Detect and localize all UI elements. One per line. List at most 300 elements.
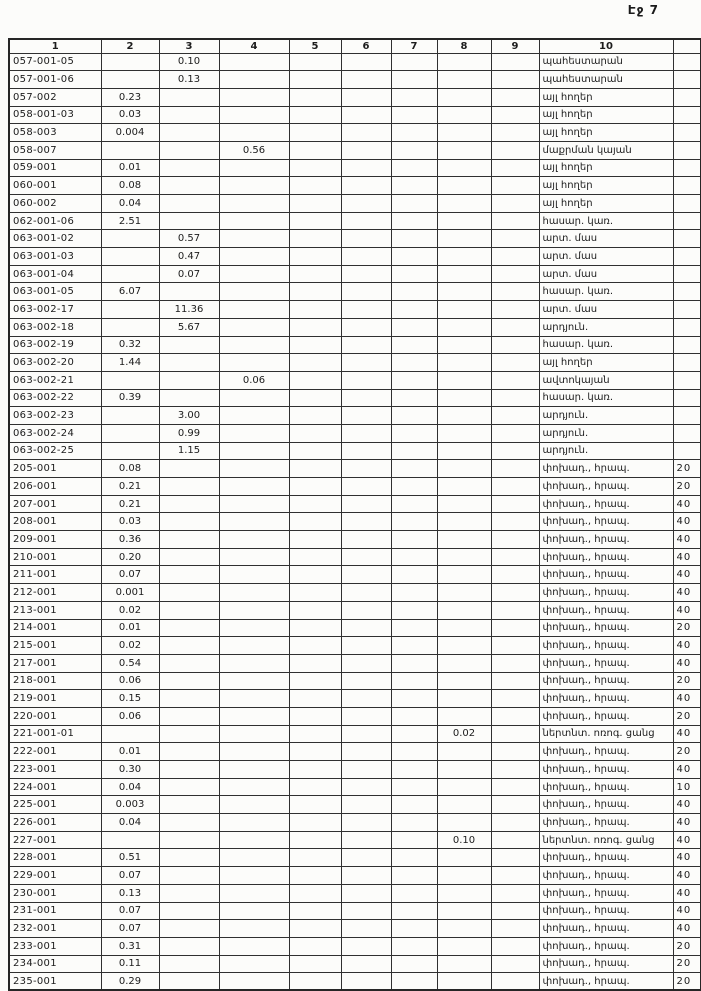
parcel-code-cell: 213-001 (9, 601, 101, 619)
value-cell-col5 (289, 761, 341, 779)
margin-annotation (673, 71, 701, 89)
value-cell-col5 (289, 212, 341, 230)
value-cell-col6 (341, 814, 391, 832)
column-header-4: 4 (219, 39, 289, 53)
value-cell-col6 (341, 672, 391, 690)
value-cell-col9 (491, 973, 539, 991)
value-cell-col7 (391, 831, 437, 849)
margin-annotation (673, 159, 701, 177)
value-cell-col4 (219, 566, 289, 584)
margin-annotation: 20 (673, 478, 701, 496)
value-cell-col5 (289, 371, 341, 389)
value-cell-col5 (289, 407, 341, 425)
land-use-cell: փոխադ., հրապ. (539, 761, 673, 779)
table-row (9, 973, 701, 991)
table-row (9, 531, 701, 549)
value-cell-col3: 0.07 (159, 265, 219, 283)
value-cell-col2: 0.06 (101, 707, 159, 725)
land-use-cell: արտ. մաս (539, 301, 673, 319)
value-cell-col2: 0.21 (101, 495, 159, 513)
value-cell-col4: 0.06 (219, 371, 289, 389)
parcel-code-cell: 062-001-06 (9, 212, 101, 230)
table-row (9, 159, 701, 177)
value-cell-col4 (219, 53, 289, 71)
value-cell-col4 (219, 601, 289, 619)
land-use-cell: փոխադ., հրապ. (539, 867, 673, 885)
margin-annotation (673, 301, 701, 319)
value-cell-col4: 0.56 (219, 141, 289, 159)
value-cell-col2 (101, 71, 159, 89)
value-cell-col3 (159, 920, 219, 938)
margin-annotation: 20 (673, 937, 701, 955)
value-cell-col8 (437, 531, 491, 549)
value-cell-col5 (289, 955, 341, 973)
value-cell-col6 (341, 195, 391, 213)
parcel-code-cell: 063-001-04 (9, 265, 101, 283)
value-cell-col7 (391, 159, 437, 177)
value-cell-col7 (391, 141, 437, 159)
value-cell-col5 (289, 566, 341, 584)
value-cell-col7 (391, 283, 437, 301)
value-cell-col2: 0.04 (101, 814, 159, 832)
land-use-cell: այլ հողեր (539, 106, 673, 124)
value-cell-col7 (391, 743, 437, 761)
value-cell-col6 (341, 88, 391, 106)
margin-annotation (673, 124, 701, 142)
margin-annotation (673, 318, 701, 336)
value-cell-col7 (391, 513, 437, 531)
land-use-cell: փոխադ., հրապ. (539, 796, 673, 814)
value-cell-col3 (159, 531, 219, 549)
value-cell-col4 (219, 973, 289, 991)
value-cell-col8 (437, 318, 491, 336)
value-cell-col6 (341, 566, 391, 584)
margin-annotation (673, 371, 701, 389)
value-cell-col7 (391, 460, 437, 478)
value-cell-col7 (391, 301, 437, 319)
value-cell-col6 (341, 796, 391, 814)
value-cell-col6 (341, 761, 391, 779)
table-row (9, 725, 701, 743)
value-cell-col2 (101, 318, 159, 336)
land-use-cell: փոխադ., հրապ. (539, 495, 673, 513)
value-cell-col8 (437, 637, 491, 655)
value-cell-col6 (341, 230, 391, 248)
value-cell-col5 (289, 513, 341, 531)
value-cell-col8 (437, 743, 491, 761)
value-cell-col3 (159, 336, 219, 354)
value-cell-col3 (159, 707, 219, 725)
value-cell-col7 (391, 654, 437, 672)
table-row (9, 796, 701, 814)
parcel-code-cell: 058-003 (9, 124, 101, 142)
value-cell-col3 (159, 495, 219, 513)
value-cell-col6 (341, 743, 391, 761)
table-row (9, 513, 701, 531)
value-cell-col9 (491, 531, 539, 549)
value-cell-col3: 5.67 (159, 318, 219, 336)
margin-annotation: 20 (673, 619, 701, 637)
value-cell-col8 (437, 884, 491, 902)
value-cell-col7 (391, 955, 437, 973)
parcel-code-cell: 059-001 (9, 159, 101, 177)
value-cell-col3 (159, 124, 219, 142)
value-cell-col8 (437, 707, 491, 725)
value-cell-col4 (219, 248, 289, 266)
value-cell-col5 (289, 336, 341, 354)
margin-annotation (673, 230, 701, 248)
value-cell-col6 (341, 301, 391, 319)
value-cell-col4 (219, 619, 289, 637)
value-cell-col3 (159, 796, 219, 814)
value-cell-col3 (159, 814, 219, 832)
value-cell-col2: 0.21 (101, 478, 159, 496)
value-cell-col4 (219, 955, 289, 973)
value-cell-col7 (391, 761, 437, 779)
value-cell-col9 (491, 831, 539, 849)
value-cell-col7 (391, 407, 437, 425)
value-cell-col7 (391, 707, 437, 725)
value-cell-col6 (341, 867, 391, 885)
value-cell-col5 (289, 884, 341, 902)
value-cell-col5 (289, 849, 341, 867)
value-cell-col6 (341, 707, 391, 725)
table-row (9, 495, 701, 513)
value-cell-col9 (491, 424, 539, 442)
land-use-cell: արդյուն. (539, 407, 673, 425)
value-cell-col9 (491, 318, 539, 336)
value-cell-col4 (219, 195, 289, 213)
value-cell-col5 (289, 902, 341, 920)
margin-annotation (673, 424, 701, 442)
parcel-code-cell: 210-001 (9, 548, 101, 566)
value-cell-col3 (159, 106, 219, 124)
table-row (9, 283, 701, 301)
value-cell-col2 (101, 371, 159, 389)
table-row (9, 53, 701, 71)
value-cell-col4 (219, 902, 289, 920)
value-cell-col6 (341, 177, 391, 195)
value-cell-col9 (491, 265, 539, 283)
value-cell-col3: 0.57 (159, 230, 219, 248)
value-cell-col2: 0.01 (101, 743, 159, 761)
value-cell-col7 (391, 71, 437, 89)
value-cell-col4 (219, 884, 289, 902)
value-cell-col5 (289, 195, 341, 213)
land-use-cell: փոխադ., հրապ. (539, 920, 673, 938)
value-cell-col3: 0.47 (159, 248, 219, 266)
value-cell-col9 (491, 495, 539, 513)
value-cell-col4 (219, 212, 289, 230)
value-cell-col3 (159, 973, 219, 991)
value-cell-col5 (289, 88, 341, 106)
value-cell-col7 (391, 88, 437, 106)
land-use-cell: փոխադ., հրապ. (539, 743, 673, 761)
value-cell-col4 (219, 124, 289, 142)
value-cell-col2: 0.15 (101, 690, 159, 708)
value-cell-col8 (437, 389, 491, 407)
value-cell-col4 (219, 265, 289, 283)
land-use-cell: արտ. մաս (539, 248, 673, 266)
value-cell-col8: 0.10 (437, 831, 491, 849)
value-cell-col9 (491, 778, 539, 796)
value-cell-col6 (341, 336, 391, 354)
value-cell-col2: 0.04 (101, 778, 159, 796)
land-parcel-table (8, 38, 701, 991)
value-cell-col4 (219, 849, 289, 867)
value-cell-col9 (491, 442, 539, 460)
margin-annotation: 40 (673, 867, 701, 885)
land-use-cell: հասար. կառ. (539, 336, 673, 354)
margin-annotation (673, 106, 701, 124)
margin-annotation: 40 (673, 920, 701, 938)
value-cell-col7 (391, 867, 437, 885)
land-use-cell: այլ հողեր (539, 354, 673, 372)
value-cell-col3 (159, 884, 219, 902)
value-cell-col2: 0.39 (101, 389, 159, 407)
value-cell-col2: 6.07 (101, 283, 159, 301)
table-row (9, 937, 701, 955)
parcel-code-cell: 226-001 (9, 814, 101, 832)
margin-annotation: 40 (673, 902, 701, 920)
value-cell-col8 (437, 814, 491, 832)
value-cell-col4 (219, 88, 289, 106)
value-cell-col2: 0.07 (101, 902, 159, 920)
margin-annotation: 20 (673, 460, 701, 478)
value-cell-col4 (219, 814, 289, 832)
table-row (9, 637, 701, 655)
land-use-cell: փոխադ., հրապ. (539, 637, 673, 655)
parcel-code-cell: 058-001-03 (9, 106, 101, 124)
land-use-cell: փոխադ., հրապ. (539, 460, 673, 478)
table-row (9, 106, 701, 124)
parcel-code-cell: 221-001-01 (9, 725, 101, 743)
value-cell-col9 (491, 707, 539, 725)
margin-annotation: 20 (673, 973, 701, 991)
value-cell-col8 (437, 796, 491, 814)
parcel-code-cell: 063-002-19 (9, 336, 101, 354)
value-cell-col4 (219, 424, 289, 442)
value-cell-col6 (341, 531, 391, 549)
value-cell-col3 (159, 159, 219, 177)
land-use-cell: հասար. կառ. (539, 283, 673, 301)
margin-annotation (673, 407, 701, 425)
column-header-10: 10 (539, 39, 673, 53)
value-cell-col3 (159, 690, 219, 708)
value-cell-col3 (159, 654, 219, 672)
parcel-code-cell: 212-001 (9, 584, 101, 602)
column-header-8: 8 (437, 39, 491, 53)
value-cell-col8 (437, 354, 491, 372)
value-cell-col3 (159, 283, 219, 301)
parcel-code-cell: 235-001 (9, 973, 101, 991)
value-cell-col9 (491, 796, 539, 814)
land-use-cell: փոխադ., հրապ. (539, 902, 673, 920)
value-cell-col6 (341, 460, 391, 478)
parcel-code-cell: 060-001 (9, 177, 101, 195)
column-header-5: 5 (289, 39, 341, 53)
land-use-cell: փոխադ., հրապ. (539, 884, 673, 902)
parcel-code-cell: 063-002-17 (9, 301, 101, 319)
value-cell-col9 (491, 937, 539, 955)
value-cell-col6 (341, 212, 391, 230)
value-cell-col3 (159, 831, 219, 849)
margin-annotation (673, 141, 701, 159)
margin-annotation: 40 (673, 531, 701, 549)
value-cell-col2 (101, 442, 159, 460)
value-cell-col6 (341, 159, 391, 177)
value-cell-col7 (391, 177, 437, 195)
value-cell-col7 (391, 442, 437, 460)
value-cell-col5 (289, 283, 341, 301)
value-cell-col8 (437, 478, 491, 496)
value-cell-col4 (219, 937, 289, 955)
table-row (9, 601, 701, 619)
table-row (9, 230, 701, 248)
table-row (9, 884, 701, 902)
value-cell-col5 (289, 831, 341, 849)
land-use-cell: փոխադ., հրապ. (539, 654, 673, 672)
value-cell-col7 (391, 849, 437, 867)
parcel-code-cell: 233-001 (9, 937, 101, 955)
parcel-code-cell: 063-002-25 (9, 442, 101, 460)
value-cell-col8 (437, 867, 491, 885)
land-use-cell: փոխադ., հրապ. (539, 937, 673, 955)
margin-annotation: 10 (673, 778, 701, 796)
value-cell-col3 (159, 637, 219, 655)
value-cell-col2: 0.32 (101, 336, 159, 354)
value-cell-col5 (289, 124, 341, 142)
value-cell-col8 (437, 177, 491, 195)
value-cell-col9 (491, 601, 539, 619)
table-row (9, 548, 701, 566)
table-row (9, 301, 701, 319)
land-use-cell: ավտոկայան (539, 371, 673, 389)
table-row (9, 141, 701, 159)
value-cell-col4 (219, 531, 289, 549)
table-row (9, 672, 701, 690)
table-row (9, 407, 701, 425)
value-cell-col7 (391, 318, 437, 336)
value-cell-col7 (391, 619, 437, 637)
value-cell-col4 (219, 442, 289, 460)
value-cell-col5 (289, 690, 341, 708)
value-cell-col2: 0.003 (101, 796, 159, 814)
value-cell-col4 (219, 354, 289, 372)
value-cell-col6 (341, 371, 391, 389)
value-cell-col9 (491, 955, 539, 973)
value-cell-col6 (341, 601, 391, 619)
value-cell-col5 (289, 867, 341, 885)
margin-annotation: 40 (673, 584, 701, 602)
table-row (9, 248, 701, 266)
value-cell-col2 (101, 248, 159, 266)
value-cell-col8 (437, 690, 491, 708)
value-cell-col5 (289, 301, 341, 319)
value-cell-col7 (391, 725, 437, 743)
value-cell-col9 (491, 566, 539, 584)
table-row (9, 442, 701, 460)
value-cell-col9 (491, 389, 539, 407)
value-cell-col6 (341, 902, 391, 920)
value-cell-col9 (491, 407, 539, 425)
value-cell-col5 (289, 159, 341, 177)
parcel-code-cell: 063-002-18 (9, 318, 101, 336)
value-cell-col8 (437, 212, 491, 230)
value-cell-col8 (437, 336, 491, 354)
land-use-cell: արդյուն. (539, 424, 673, 442)
value-cell-col4 (219, 637, 289, 655)
parcel-code-cell: 225-001 (9, 796, 101, 814)
parcel-code-cell: 058-007 (9, 141, 101, 159)
value-cell-col5 (289, 937, 341, 955)
value-cell-col2 (101, 230, 159, 248)
value-cell-col3: 0.10 (159, 53, 219, 71)
value-cell-col3 (159, 778, 219, 796)
value-cell-col9 (491, 301, 539, 319)
value-cell-col4 (219, 796, 289, 814)
margin-annotation: 40 (673, 690, 701, 708)
margin-annotation: 40 (673, 761, 701, 779)
value-cell-col5 (289, 619, 341, 637)
value-cell-col5 (289, 973, 341, 991)
parcel-code-cell: 209-001 (9, 531, 101, 549)
value-cell-col9 (491, 690, 539, 708)
value-cell-col9 (491, 177, 539, 195)
value-cell-col3 (159, 672, 219, 690)
land-use-cell: փոխադ., հրապ. (539, 601, 673, 619)
value-cell-col5 (289, 584, 341, 602)
value-cell-col9 (491, 195, 539, 213)
land-use-cell: արտ. մաս (539, 230, 673, 248)
parcel-code-cell: 063-001-02 (9, 230, 101, 248)
value-cell-col9 (491, 849, 539, 867)
parcel-code-cell: 217-001 (9, 654, 101, 672)
value-cell-col7 (391, 248, 437, 266)
value-cell-col2 (101, 831, 159, 849)
value-cell-col8 (437, 973, 491, 991)
value-cell-col5 (289, 106, 341, 124)
value-cell-col4 (219, 283, 289, 301)
margin-annotation (673, 354, 701, 372)
value-cell-col3 (159, 725, 219, 743)
land-use-cell: փոխադ., հրապ. (539, 707, 673, 725)
land-use-cell: հասար. կառ. (539, 389, 673, 407)
value-cell-col5 (289, 548, 341, 566)
value-cell-col7 (391, 212, 437, 230)
value-cell-col6 (341, 725, 391, 743)
value-cell-col4 (219, 761, 289, 779)
margin-annotation (673, 442, 701, 460)
value-cell-col3 (159, 849, 219, 867)
value-cell-col2 (101, 141, 159, 159)
table-row (9, 778, 701, 796)
value-cell-col3: 0.13 (159, 71, 219, 89)
margin-annotation (673, 88, 701, 106)
value-cell-col6 (341, 690, 391, 708)
value-cell-col2: 0.06 (101, 672, 159, 690)
value-cell-col5 (289, 389, 341, 407)
value-cell-col6 (341, 637, 391, 655)
land-use-cell: ներտնտ. ոռոգ. ցանց (539, 725, 673, 743)
land-use-cell: այլ հողեր (539, 159, 673, 177)
value-cell-col3 (159, 354, 219, 372)
value-cell-col7 (391, 814, 437, 832)
value-cell-col2: 0.02 (101, 601, 159, 619)
value-cell-col8 (437, 283, 491, 301)
land-use-cell: այլ հողեր (539, 195, 673, 213)
value-cell-col2: 0.07 (101, 867, 159, 885)
